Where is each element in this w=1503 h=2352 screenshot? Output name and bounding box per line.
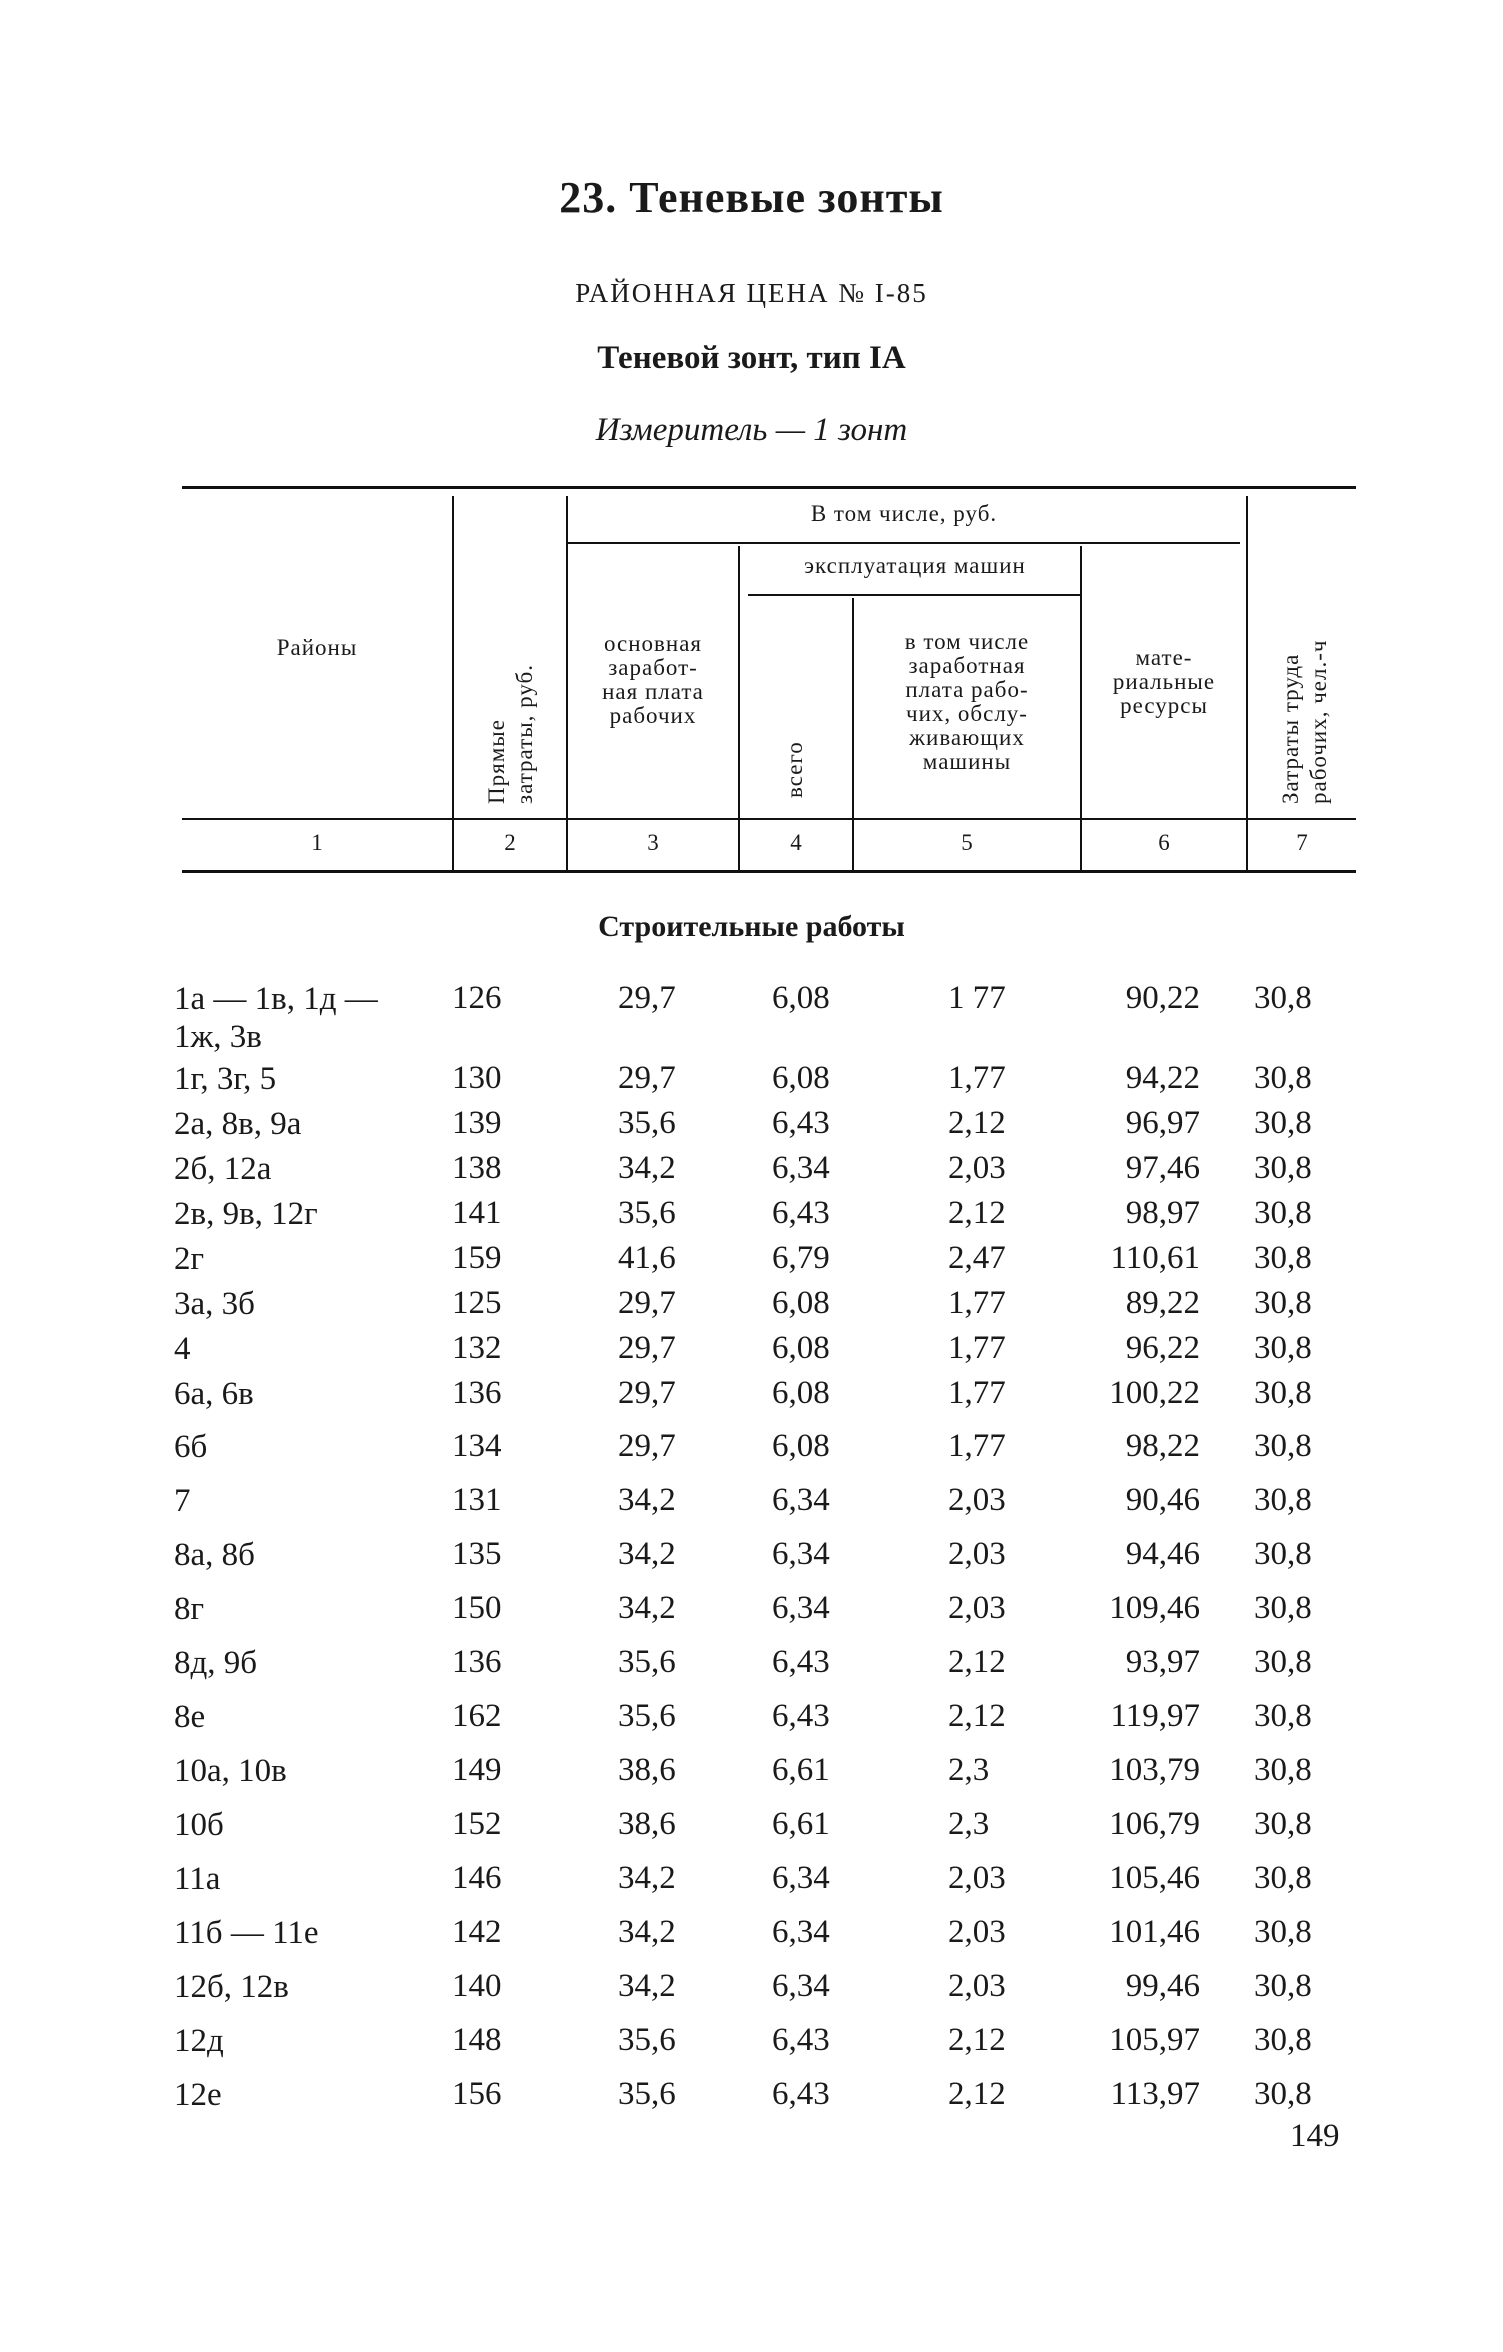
colnum-7: 7: [1296, 830, 1308, 855]
cell-labor: 30,8: [1254, 1806, 1312, 1842]
cell-total: 6,34: [772, 1860, 830, 1896]
cell-mwage: 2,12: [948, 2022, 1006, 2058]
cell-mwage: 2,03: [948, 1536, 1006, 1572]
cell-mwage: 2,03: [948, 1914, 1006, 1950]
cell-wage: 38,6: [618, 1806, 676, 1842]
table-row: [0, 1968, 1503, 2016]
cell-wage: 29,7: [618, 980, 676, 1016]
cell-labor: 30,8: [1254, 1968, 1312, 2004]
colnum-bottom-rule: [182, 870, 1356, 873]
cell-labor: 30,8: [1254, 980, 1312, 1016]
table-row: [0, 2076, 1503, 2124]
table-row: [0, 1330, 1503, 1378]
cell-wage: 34,2: [618, 1150, 676, 1186]
cell-total: 6,34: [772, 1590, 830, 1626]
cell-region: 1г, 3г, 5: [174, 1061, 277, 1097]
table-row: [0, 1860, 1503, 1908]
cell-total: 6,08: [772, 1428, 830, 1464]
cell-region: 10б: [174, 1807, 224, 1843]
cell-labor: 30,8: [1254, 1536, 1312, 1572]
cell-wage: 29,7: [618, 1428, 676, 1464]
header-machine-operation: эксплуатация машин: [804, 553, 1026, 578]
cell-wage: 35,6: [618, 1644, 676, 1680]
header-materials: мате- риальные ресурсы: [1112, 645, 1216, 718]
cell-direct: 138: [452, 1150, 502, 1186]
cell-total: 6,08: [772, 1285, 830, 1321]
cell-direct: 126: [452, 980, 502, 1016]
cell-total: 6,79: [772, 1240, 830, 1276]
table-row: [0, 1150, 1503, 1198]
cell-total: 6,34: [772, 1536, 830, 1572]
cell-mat: 96,97: [1125, 1105, 1200, 1141]
cell-region: 8г: [174, 1591, 205, 1627]
cell-direct: 136: [452, 1644, 502, 1680]
section-title: Строительные работы: [598, 910, 905, 943]
cell-mat: 106,79: [1109, 1806, 1200, 1842]
page-number: 149: [1290, 2118, 1340, 2154]
cell-wage: 35,6: [618, 2076, 676, 2112]
cell-direct: 140: [452, 1968, 502, 2004]
cell-mat: 89,22: [1125, 1285, 1200, 1321]
cell-mat: 99,46: [1125, 1968, 1200, 2004]
including-rule: [568, 542, 1240, 544]
cell-labor: 30,8: [1254, 1150, 1312, 1186]
cell-wage: 35,6: [618, 1105, 676, 1141]
header-bottom-rule: [182, 818, 1356, 820]
price-label: РАЙОННАЯ ЦЕНА № I-85: [575, 278, 928, 308]
measure-unit: Измеритель — 1 зонт: [595, 412, 908, 448]
cell-direct: 162: [452, 1698, 502, 1734]
cell-mwage: 1,77: [948, 1330, 1006, 1366]
table-row: [0, 1375, 1503, 1423]
cell-mat: 100,22: [1109, 1375, 1200, 1411]
cell-region: 3а, 3б: [174, 1286, 255, 1322]
cell-mat: 98,97: [1125, 1195, 1200, 1231]
colnum-3: 3: [647, 830, 659, 855]
cell-labor: 30,8: [1254, 1482, 1312, 1518]
cell-wage: 34,2: [618, 1860, 676, 1896]
cell-wage: 35,6: [618, 2022, 676, 2058]
cell-mat: 105,46: [1109, 1860, 1200, 1896]
cell-region: 10а, 10в: [174, 1753, 287, 1789]
header-base-wage: основная заработ- ная плата рабочих: [602, 631, 704, 728]
table-row: [0, 1285, 1503, 1333]
table-row: [0, 1698, 1503, 1746]
vline-3: [738, 546, 740, 872]
cell-labor: 30,8: [1254, 1330, 1312, 1366]
subtitle: Теневой зонт, тип IA: [597, 340, 906, 376]
cell-mat: 94,46: [1125, 1536, 1200, 1572]
cell-total: 6,08: [772, 1060, 830, 1096]
table-row: [0, 1590, 1503, 1638]
cell-mat: 93,97: [1125, 1644, 1200, 1680]
cell-direct: 141: [452, 1195, 502, 1231]
cell-wage: 29,7: [618, 1330, 676, 1366]
cell-mat: 90,22: [1125, 980, 1200, 1016]
cell-mwage: 2,47: [948, 1240, 1006, 1276]
cell-labor: 30,8: [1254, 1240, 1312, 1276]
cell-direct: 134: [452, 1428, 502, 1464]
cell-total: 6,43: [772, 1105, 830, 1141]
table-row: [0, 1914, 1503, 1962]
cell-labor: 30,8: [1254, 1698, 1312, 1734]
cell-region: 6б: [174, 1429, 208, 1465]
cell-labor: 30,8: [1254, 1060, 1312, 1096]
cell-region: 11б — 11е: [174, 1915, 319, 1951]
table-header: [182, 486, 1356, 876]
cell-mat: 105,97: [1109, 2022, 1200, 2058]
cell-region: 8а, 8б: [174, 1537, 255, 1573]
cell-direct: 142: [452, 1914, 502, 1950]
cell-wage: 34,2: [618, 1536, 676, 1572]
cell-direct: 146: [452, 1860, 502, 1896]
cell-mwage: 2,03: [948, 1482, 1006, 1518]
header-total: всего: [782, 741, 807, 798]
cell-region: 1а — 1в, 1д — 1ж, 3в: [174, 981, 378, 1055]
table-row: [0, 1752, 1503, 1800]
cell-total: 6,34: [772, 1482, 830, 1518]
cell-region: 2б, 12а: [174, 1151, 272, 1187]
table-row: [0, 1806, 1503, 1854]
cell-direct: 149: [452, 1752, 502, 1788]
cell-labor: 30,8: [1254, 2022, 1312, 2058]
cell-mat: 113,97: [1110, 2076, 1200, 2112]
cell-labor: 30,8: [1254, 1195, 1312, 1231]
colnum-5: 5: [961, 830, 973, 855]
cell-region: 7: [174, 1483, 191, 1519]
cell-total: 6,43: [772, 2076, 830, 2112]
cell-mwage: 2,3: [948, 1752, 990, 1788]
cell-wage: 29,7: [618, 1375, 676, 1411]
table-row: [0, 980, 1503, 1055]
cell-mwage: 2,12: [948, 1105, 1006, 1141]
colnum-2: 2: [504, 830, 516, 855]
cell-region: 2в, 9в, 12г: [174, 1196, 318, 1232]
colnum-4: 4: [790, 830, 802, 855]
cell-mwage: 2,03: [948, 1590, 1006, 1626]
cell-wage: 34,2: [618, 1482, 676, 1518]
cell-region: 12д: [174, 2023, 224, 2059]
cell-direct: 131: [452, 1482, 502, 1518]
cell-total: 6,43: [772, 1698, 830, 1734]
cell-mwage: 1,77: [948, 1428, 1006, 1464]
cell-mwage: 2,12: [948, 1698, 1006, 1734]
header-labor-1: Затраты труда: [1278, 653, 1303, 804]
cell-total: 6,43: [772, 2022, 830, 2058]
cell-labor: 30,8: [1254, 1644, 1312, 1680]
header-machine-wage: в том числе заработная плата рабо- чих, обслу- живающих машины: [904, 629, 1030, 774]
header-labor-2: рабочих, чел.-ч: [1306, 639, 1331, 804]
cell-mat: 101,46: [1109, 1914, 1200, 1950]
cell-labor: 30,8: [1254, 1375, 1312, 1411]
cell-direct: 125: [452, 1285, 502, 1321]
vline-6: [1246, 496, 1248, 872]
cell-mwage: 2,03: [948, 1150, 1006, 1186]
cell-direct: 130: [452, 1060, 502, 1096]
table-row: [0, 1644, 1503, 1692]
cell-total: 6,61: [772, 1752, 830, 1788]
cell-mat: 109,46: [1109, 1590, 1200, 1626]
cell-region: 6а, 6в: [174, 1376, 254, 1412]
cell-mwage: 2,12: [948, 2076, 1006, 2112]
cell-labor: 30,8: [1254, 1914, 1312, 1950]
cell-labor: 30,8: [1254, 1105, 1312, 1141]
header-regions: Районы: [276, 635, 358, 660]
cell-direct: 150: [452, 1590, 502, 1626]
cell-direct: 152: [452, 1806, 502, 1842]
cell-region: 8д, 9б: [174, 1645, 258, 1681]
cell-region-continued: 1ж, 3в: [174, 1019, 262, 1055]
cell-mat: 98,22: [1125, 1428, 1200, 1464]
cell-mwage: 1,77: [948, 1060, 1006, 1096]
cell-region: 4: [174, 1331, 191, 1367]
cell-region: 2г: [174, 1241, 205, 1277]
header-direct-costs-1: Прямые: [484, 719, 509, 804]
cell-region: 8е: [174, 1699, 206, 1735]
vline-1: [452, 496, 454, 872]
table-row: [0, 2022, 1503, 2070]
table-row: [0, 1240, 1503, 1288]
cell-wage: 34,2: [618, 1968, 676, 2004]
cell-labor: 30,8: [1254, 1590, 1312, 1626]
cell-direct: 159: [452, 1240, 502, 1276]
table-row: [0, 1105, 1503, 1153]
table-row: [0, 1482, 1503, 1530]
cell-wage: 35,6: [618, 1698, 676, 1734]
cell-mat: 94,22: [1125, 1060, 1200, 1096]
cell-mwage: 2,3: [948, 1806, 990, 1842]
cell-wage: 29,7: [618, 1060, 676, 1096]
cell-wage: 38,6: [618, 1752, 676, 1788]
table-row: [0, 1536, 1503, 1584]
cell-total: 6,34: [772, 1914, 830, 1950]
cell-mat: 103,79: [1109, 1752, 1200, 1788]
cell-mwage: 1 77: [948, 980, 1006, 1016]
cell-mwage: 2,12: [948, 1644, 1006, 1680]
colnum-6: 6: [1158, 830, 1170, 855]
cell-direct: 139: [452, 1105, 502, 1141]
cell-total: 6,61: [772, 1806, 830, 1842]
cell-total: 6,08: [772, 1375, 830, 1411]
cell-mat: 119,97: [1110, 1698, 1200, 1734]
cell-total: 6,34: [772, 1968, 830, 2004]
cell-mat: 90,46: [1125, 1482, 1200, 1518]
cell-mwage: 1,77: [948, 1375, 1006, 1411]
cell-region: 12е: [174, 2077, 222, 2113]
table-row: [0, 1195, 1503, 1243]
header-direct-costs-2: затраты, руб.: [512, 664, 537, 804]
cell-wage: 41,6: [618, 1240, 676, 1276]
cell-mat: 97,46: [1125, 1150, 1200, 1186]
cell-wage: 29,7: [618, 1285, 676, 1321]
cell-total: 6,34: [772, 1150, 830, 1186]
machine-rule: [748, 594, 1082, 596]
cell-total: 6,08: [772, 1330, 830, 1366]
cell-direct: 135: [452, 1536, 502, 1572]
cell-direct: 156: [452, 2076, 502, 2112]
cell-region: 11а: [174, 1861, 221, 1897]
cell-mat: 96,22: [1125, 1330, 1200, 1366]
cell-labor: 30,8: [1254, 1285, 1312, 1321]
table-row: [0, 1060, 1503, 1108]
cell-direct: 148: [452, 2022, 502, 2058]
cell-total: 6,08: [772, 980, 830, 1016]
cell-direct: 132: [452, 1330, 502, 1366]
cell-mwage: 2,03: [948, 1860, 1006, 1896]
page-title: 23. Теневые зонты: [559, 173, 944, 222]
cell-wage: 34,2: [618, 1590, 676, 1626]
cell-wage: 35,6: [618, 1195, 676, 1231]
cell-labor: 30,8: [1254, 1752, 1312, 1788]
cell-wage: 34,2: [618, 1914, 676, 1950]
header-top-rule: [182, 486, 1356, 489]
table-row: [0, 1428, 1503, 1476]
cell-labor: 30,8: [1254, 1428, 1312, 1464]
cell-direct: 136: [452, 1375, 502, 1411]
cell-mat: 110,61: [1110, 1240, 1200, 1276]
cell-region: 2а, 8в, 9а: [174, 1106, 302, 1142]
colnum-1: 1: [311, 830, 323, 855]
cell-mwage: 2,12: [948, 1195, 1006, 1231]
cell-mwage: 1,77: [948, 1285, 1006, 1321]
cell-total: 6,43: [772, 1195, 830, 1231]
cell-mwage: 2,03: [948, 1968, 1006, 2004]
cell-region: 12б, 12в: [174, 1969, 289, 2005]
cell-labor: 30,8: [1254, 2076, 1312, 2112]
cell-total: 6,43: [772, 1644, 830, 1680]
header-including: В том числе, руб.: [810, 501, 998, 526]
cell-labor: 30,8: [1254, 1860, 1312, 1896]
